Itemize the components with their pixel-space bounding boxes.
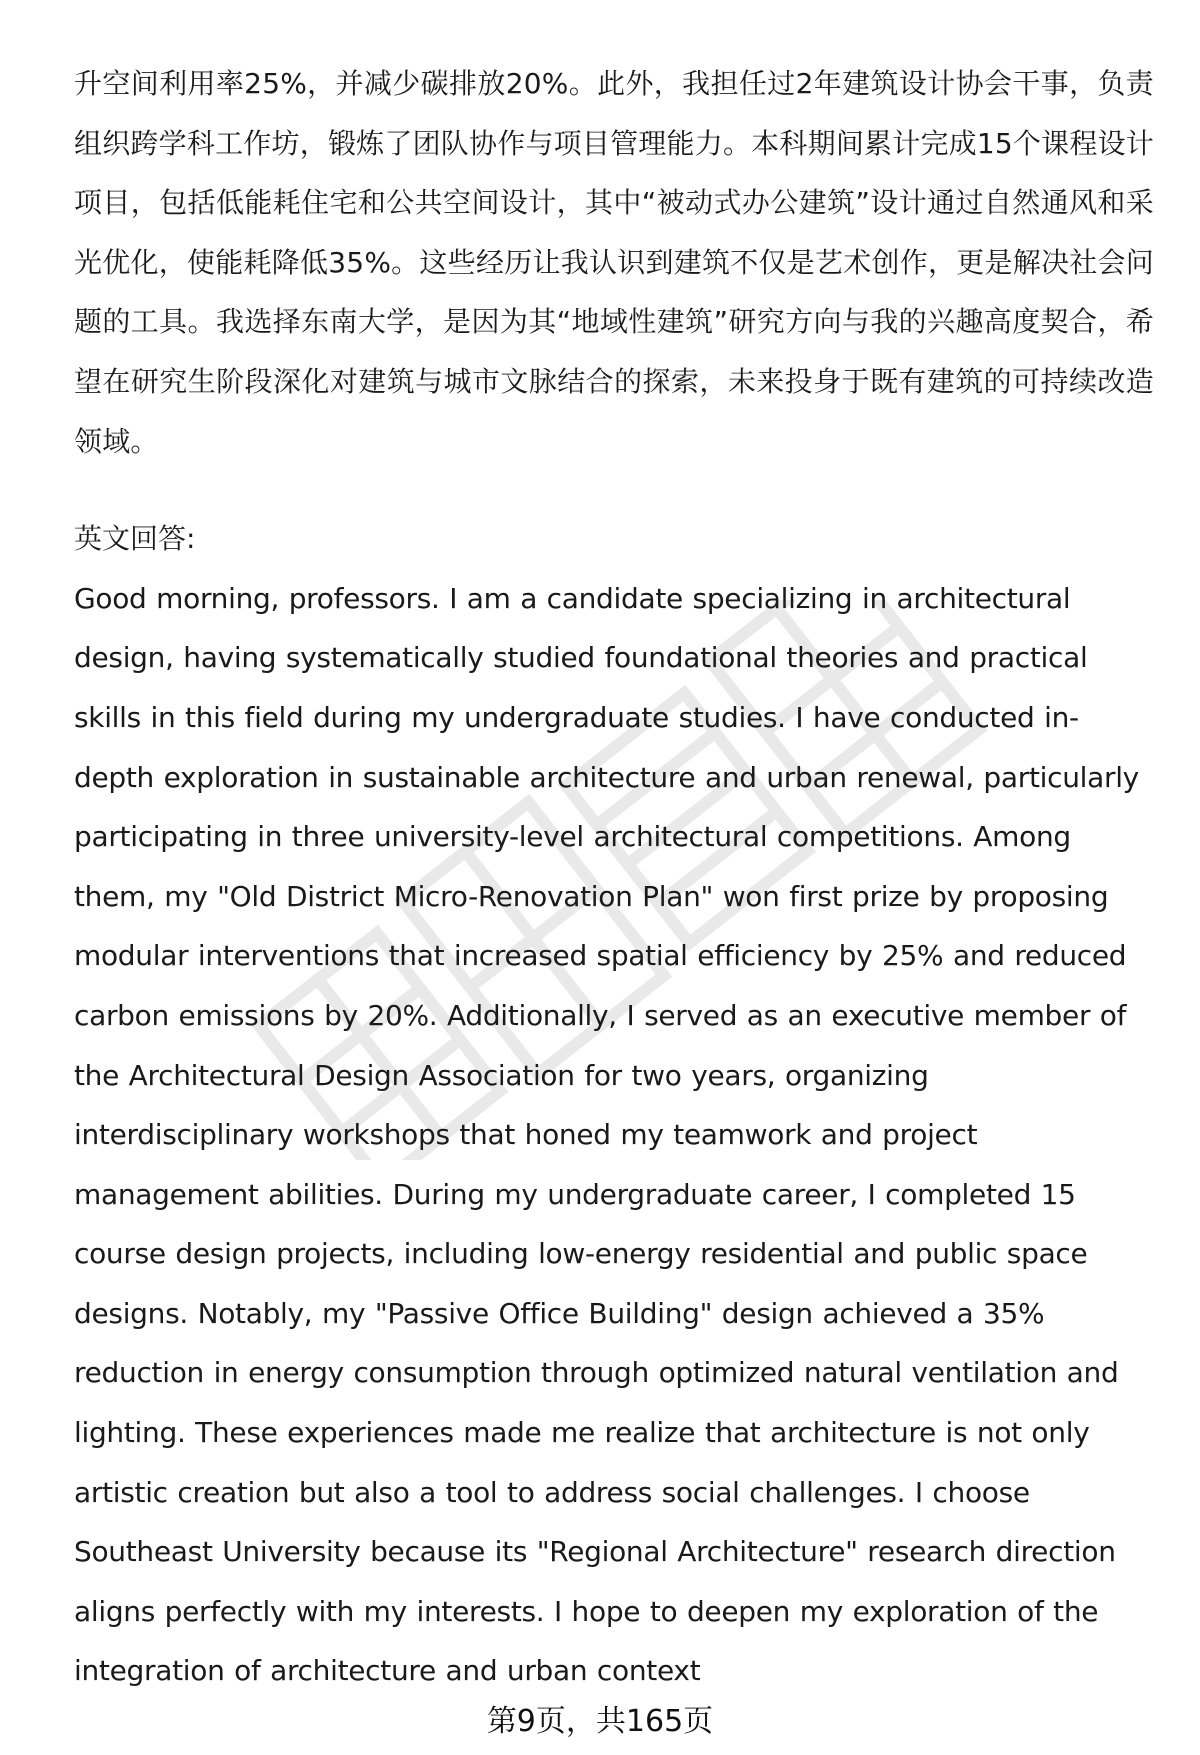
chinese-answer-paragraph: 升空间利用率25%，并减少碳排放20%。此外，我担任过2年建筑设计协会干事，负责组织跨学科工作坊，锻炼了团队协作与项目管理能力。本科期间累计完成15个课程设计项目，包括低能耗住宅和公共空间设计，其中“被动式办公建筑”设计通过自然通风和采光优化，使能耗降低35%。这些经历让我认识到建筑不仅是艺术创作，更是解决社会问题的工具。我选择东南大学，是因为其“地域性建筑”研究方向与我的兴趣高度契合，希望在研究生阶段深化对建筑与城市文脉结合的探索，未来投身于既有建筑的可持续改造领域。: [74, 67, 1154, 458]
english-answer-paragraph: Good morning, professors. I am a candidate specializing in architectural design, having systematically studied foundational theories and practical skills in this field during my undergraduate studies. I have conducted in-depth exploration in sustainable architecture and urban renewal, particularly participating in three university-level architectural competitions. Among them, my "Old District Micro-Renovation Plan" won first prize by proposing modular interventions that increased spatial efficiency by 25% and reduced carbon emissions by 20%. Additionally, I served as an executive member of the Architectural Design Association for two years, organizing interdisciplinary workshops that honed my teamwork and project management abilities. During my undergraduate career, I completed 15 course design projects, including low-energy residential and public space designs. Notably, my "Passive Office Building" design achieved a 35% reduction in energy consumption through optimized natural ventilation and lighting. These experiences made me realize that architecture is not only artistic creation but also a tool to address social challenges. I choose Southeast University because its "Regional Architecture" research direction aligns perfectly with my interests. I hope to deepen my exploration of the integration of architecture and urban context: [74, 581, 1139, 1688]
document-body: [74, 54, 1154, 1701]
page-number-footer: 第9页，共165页: [486, 1704, 714, 1739]
english-answer-heading: 英文回答:: [74, 522, 196, 556]
